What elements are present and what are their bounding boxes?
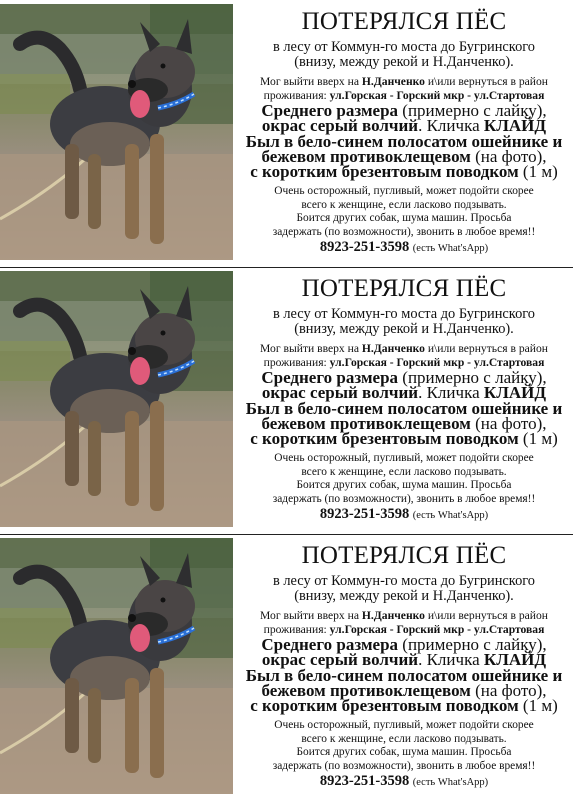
dog-photo bbox=[0, 538, 233, 794]
contact-line bbox=[236, 239, 572, 257]
flyer-2 bbox=[0, 271, 573, 533]
flyer-title: ПОТЕРЯЛСЯ ПЁС bbox=[301, 542, 507, 569]
dog-name: КЛАЙД bbox=[483, 383, 547, 403]
dog-description: Среднего размера (примерно с лайку), окрас серый волчий. Кличка КЛАЙД Был в бело-синем полосатом ошейнике и бежевом противоклещевом (на фото), с коротким брезентовым поводком (1 м) bbox=[245, 101, 563, 181]
whatsapp-note: (есть What'sApp) bbox=[412, 777, 489, 789]
dog-photo bbox=[0, 271, 233, 527]
phone-number[interactable]: 8923-251-3598 bbox=[319, 506, 410, 523]
behavior-note: Очень осторожный, пугливый, может подойти скорее всего к женщине, если ласково подзывать. Боится других собак, шума машин. Просьба задержать (по возможности), звонить в любое время!! bbox=[272, 185, 536, 238]
dog-description: Среднего размера (примерно с лайку), окрас серый волчий. Кличка КЛАЙД Был в бело-синем полосатом ошейнике и бежевом противоклещевом (на фото), с коротким брезентовым поводком (1 м) bbox=[245, 368, 563, 448]
flyer-text bbox=[236, 271, 572, 529]
cut-line-2 bbox=[0, 534, 573, 535]
dog-description: Среднего размера (примерно с лайку), окрас серый волчий. Кличка КЛАЙД Был в бело-синем полосатом ошейнике и бежевом противоклещевом (на фото), с коротким брезентовым поводком (1 м) bbox=[245, 635, 563, 715]
whatsapp-note: (есть What'sApp) bbox=[412, 510, 489, 522]
behavior-note: Очень осторожный, пугливый, может подойти скорее всего к женщине, если ласково подзывать. Боится других собак, шума машин. Просьба задержать (по возможности), звонить в любое время!! bbox=[272, 452, 536, 505]
dog-name: КЛАЙД bbox=[483, 116, 547, 136]
phone-number[interactable]: 8923-251-3598 bbox=[319, 773, 410, 790]
route-text: Мог выйти вверх на Н.Данченко и\или вернуться в район проживания: ул.Горская - Горский мкр - ул.Стартовая bbox=[260, 342, 548, 369]
route-text: Мог выйти вверх на Н.Данченко и\или вернуться в район проживания: ул.Горская - Горский мкр - ул.Стартовая bbox=[260, 75, 548, 102]
flyer-title: ПОТЕРЯЛСЯ ПЁС bbox=[301, 8, 507, 35]
flyer-1 bbox=[0, 4, 573, 266]
whatsapp-note: (есть What'sApp) bbox=[412, 243, 489, 255]
behavior-note: Очень осторожный, пугливый, может подойти скорее всего к женщине, если ласково подзывать. Боится других собак, шума машин. Просьба задержать (по возможности), звонить в любое время!! bbox=[272, 719, 536, 772]
flyer-title: ПОТЕРЯЛСЯ ПЁС bbox=[301, 275, 507, 302]
contact-line bbox=[236, 506, 572, 524]
phone-number[interactable]: 8923-251-3598 bbox=[319, 239, 410, 256]
route-text: Мог выйти вверх на Н.Данченко и\или вернуться в район проживания: ул.Горская - Горский мкр - ул.Стартовая bbox=[260, 609, 548, 636]
dog-photo bbox=[0, 4, 233, 260]
dog-name: КЛАЙД bbox=[483, 650, 547, 670]
location-text: в лесу от Коммун-го моста до Бугринского (внизу, между рекой и Н.Данченко). bbox=[272, 306, 536, 337]
location-text: в лесу от Коммун-го моста до Бугринского (внизу, между рекой и Н.Данченко). bbox=[272, 39, 536, 70]
cut-line-1 bbox=[0, 267, 573, 268]
flyer-text bbox=[236, 538, 572, 796]
flyer-3 bbox=[0, 538, 573, 800]
location-text: в лесу от Коммун-го моста до Бугринского (внизу, между рекой и Н.Данченко). bbox=[272, 573, 536, 604]
contact-line bbox=[236, 773, 572, 791]
flyer-text bbox=[236, 4, 572, 262]
